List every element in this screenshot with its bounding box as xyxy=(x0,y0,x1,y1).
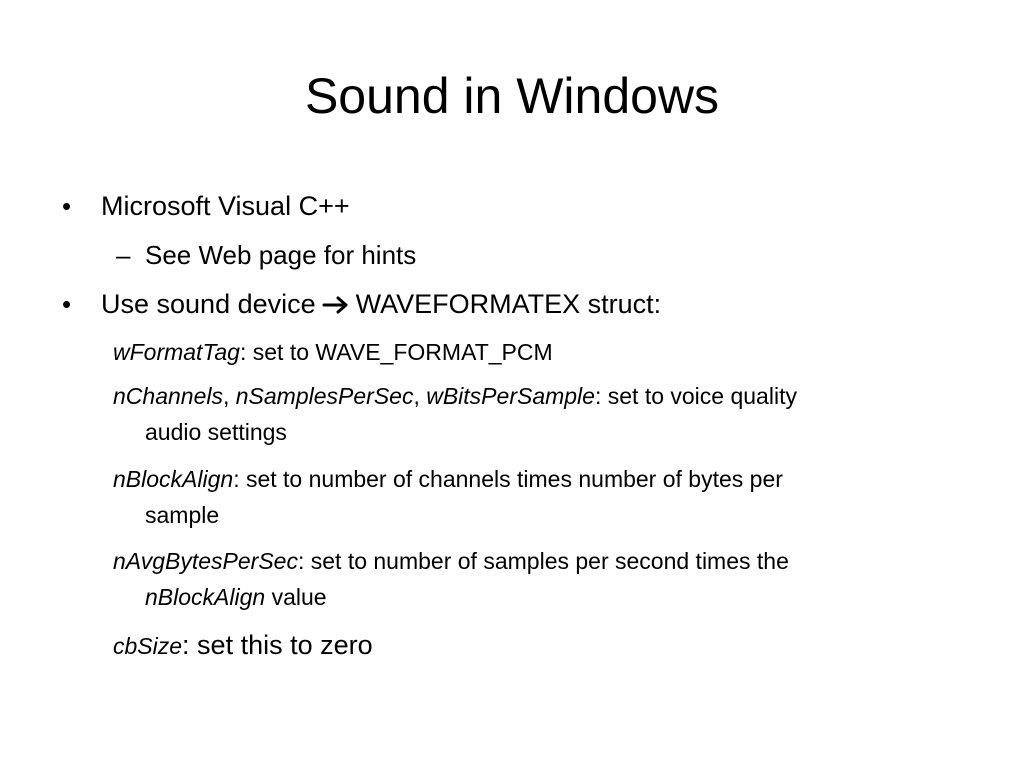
bullet-use-sound-device xyxy=(101,288,661,320)
field-name: nAvgBytesPerSec xyxy=(113,548,298,574)
sub-bullet-web-page-hints: See Web page for hints xyxy=(145,240,417,270)
bullet-text-after-arrow: WAVEFORMATEX struct: xyxy=(355,289,662,319)
field-desc: : set to number of samples per second times the xyxy=(297,548,789,574)
field-navgbytespersec xyxy=(113,543,789,615)
field-desc-continued xyxy=(113,579,789,615)
field-desc-continued: audio settings xyxy=(145,419,287,445)
field-name-nsamplespersec: nSamplesPerSec xyxy=(235,383,414,409)
separator: , xyxy=(222,383,236,409)
field-desc: : set to number of channels times number of bytes per xyxy=(233,466,783,492)
bullet-text-before-arrow: Use sound device xyxy=(101,289,316,319)
right-arrow-icon xyxy=(322,295,352,315)
field-nblockalign xyxy=(113,461,783,533)
field-name: cbSize xyxy=(113,633,183,659)
field-cbsize xyxy=(113,627,373,664)
bullet-dot: • xyxy=(62,191,72,221)
field-desc-continued: sample xyxy=(145,502,220,528)
field-desc-tail: value xyxy=(265,584,327,610)
field-desc: : set to WAVE_FORMAT_PCM xyxy=(239,339,553,365)
field-name-nchannels: nChannels xyxy=(113,383,223,409)
field-desc: : set to voice quality xyxy=(594,383,797,409)
slide-title: Sound in Windows xyxy=(304,68,720,124)
bullet-dot: • xyxy=(62,289,72,319)
field-wformattag xyxy=(113,334,553,370)
separator: , xyxy=(413,383,427,409)
field-name-inline: nBlockAlign xyxy=(145,584,266,610)
field-name: nBlockAlign xyxy=(113,466,234,492)
field-quality-settings xyxy=(113,378,797,450)
field-name-wbitspersample: wBitsPerSample xyxy=(426,383,595,409)
field-desc: : set this to zero xyxy=(182,630,373,660)
bullet-microsoft-visual-cpp: Microsoft Visual C++ xyxy=(101,191,350,221)
field-name: wFormatTag xyxy=(113,339,240,365)
sub-bullet-dash: – xyxy=(116,240,131,270)
